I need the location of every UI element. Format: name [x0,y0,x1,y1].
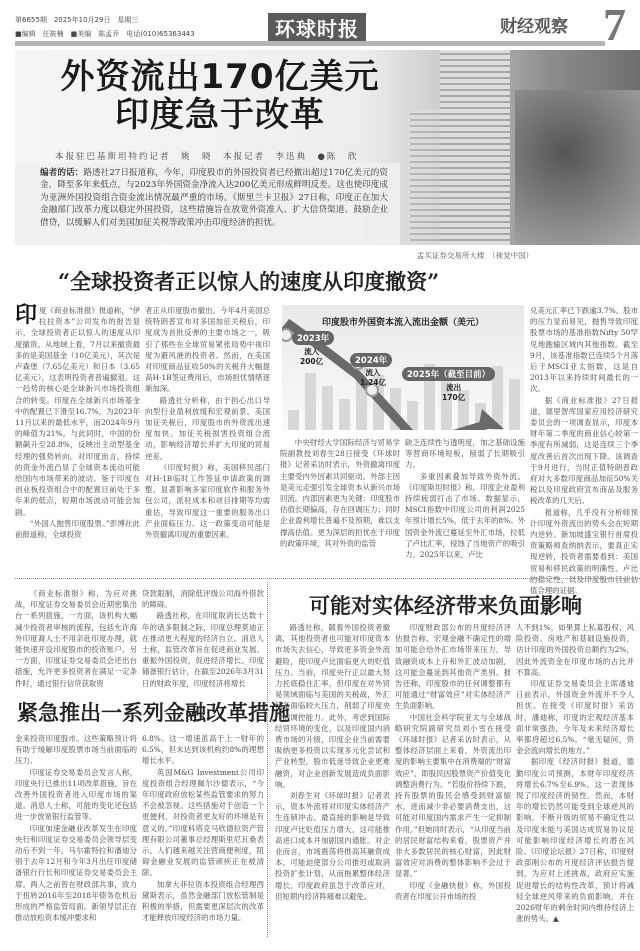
direction: 流出 [446,383,462,392]
paragraph: 路透社称，随着外国投资者撤离，其他投资者也可能对印度资本市场失去信心，导致更多资金外流避险，使印度卢比面临更大的贬值压力。当前，印度央行正以最大努力托底稳住汇率，但印度在对外贸易领域面临与美国的关税战，外汇储备面临较大压力，削弱了印度央行的调控能力。此外，考虑到国际经贸环境的变化，以及印度国内消费市场的升级，印度企业当前需要吸纳更多投资以实现多元化尝试和产业转型。股市低迷导致企业更难融资，对企业创新发展造成负面影响。 [275,623,390,789]
article3-col2 [395,622,511,902]
paragraph: 中央财经大学国际经济与贸易学院副教授刘春生28日接受《环球时报》记者采访时表示，外资撤离印度主要受内外因素共同驱动。外部主因是美元走强引发全球资本从新兴市场回流。内部因素更为关键：印度股市估值长期偏高，存在回调压力；同时企业盈利增长普遍不及预期，难以支撑高估值。更为深层的担忧在于印度的政策环境，其对外资的监管 [280,438,400,548]
header-rule [15,41,605,46]
paragraph: 金来投资印度股市。这些策略预计将有助于缓解印度股票市场当前面临的压力。 [15,734,137,766]
article1-col5 [530,305,638,596]
headline-line-1: 外资流出170亿美元 [60,57,380,97]
article1-col2 [145,305,270,540]
chart-annotation-2024 [360,368,386,388]
background-bar [509,379,520,430]
background-bar [339,399,350,430]
chart-tag-2024: 2024年 [350,353,392,367]
paragraph: 中国社会科学院亚太与全球战略研究院副研究员刘小雪在接受《环球时报》记者采访时表示，从整体经济层面上来看，外资流出印度的影响主要集中在消费端的“财富效应”，即股民因股票资产价值变化调整消费行为。“若股价持续下跌，持有股票的股民会感受到财富缩水，进而减少非必要消费支出，这可能对印度国内需求产生一定抑制作用。”但她同时表示，“从印度当前的居民财富结构来看，股票资产并非大多数居民的核心财富，因此财富效应对消费的整体影响不会过于显著。” [395,712,511,879]
chart-title: 印度股市外国资本流入流出金额（美元） [322,318,485,328]
article3-heading: 可能对实体经济带来负面影响 [309,593,582,618]
background-bar [305,373,316,430]
data-point-2023年 [282,329,292,341]
page-number: 7 [603,0,626,50]
article2-colB [142,733,264,923]
byline: 本报驻巴基斯坦特约记者 姚 晓 本报记者 李迅典 ●陈 欣 [55,152,359,162]
dropcap: 印 [15,303,38,328]
article1-col4 [405,437,525,560]
paragraph: 刘春生对《环球时报》记者表示，资本外流将对印度实体经济产生连锁冲击。最直接的影响是导致印度卢比贬值压力增大，这可能推高进口成本并加剧国内通胀。对企业而言，市场震荡将推高其融资成本，可能迫使部分公司推迟或取消投资扩张计划，从而拖累整体经济增长。印度政府虽急于改革应对，但短期内经济阵痛难以避免。 [275,791,390,901]
palm-trees-image [515,90,640,245]
editor-note [15,163,400,245]
newspaper-logo: 环球时报 [268,13,366,45]
paragraph: 兑美元汇率已下跌逾3.7%。股市的压力显而易见，抛售导致印度股票市场的基准指数Nifty 50罕见地跑输区域内其他指数。截至9月，该基准指数已连续5个月落后于MSCI亚太指数，这是自2013年以来持续时间最长的一次。 [530,306,638,394]
section-title: 财经观察 [500,17,568,37]
paragraph: 人不到1%，如果算上私募股权、风险投资、房地产和基础设施投资，估计印度的外国投资总额约为2%，因此外流资金在印度市场的占比并不算高。 [516,623,634,677]
chart-annotation-2025 [442,383,465,403]
article2-heading: 紧急推出一系列金融改革措施 [17,700,290,725]
chart-tag-2023: 2023年 [292,331,334,345]
building-image [410,110,450,245]
main-headline [30,58,410,134]
article2-colA-top [15,588,137,689]
paragraph: 缺乏连续性与透明度，加之基础设施等营商环境短板，削弱了长期吸引力。 [405,438,525,470]
paragraph: 印度证券交易委员会发言人称，印度央行已推出11项改革措施，旨在改善外国投资者进入印度市场的渠道。消息人士称，可能的变化还包括进一步放宽银行监管等。 [15,767,137,822]
paragraph: 报道称，几乎没有分析师预计印度外资流出的势头会在短期内逆转。新加坡盛宝银行首席投资策略师查纳纳表示，要真正实现逆转，投资者需要看到：美国贸易和移民政策的明确性、卢比的稳定性，以及印度股市目前估值合理的证据。 [530,507,638,596]
article3-col1 [275,622,390,902]
article1-heading: “全球投资者正以惊人的速度从印度撤资” [58,269,440,294]
paragraph: 多重因素叠加导致外资外流。《印度斯坦时报》称，印度企业盈利持续疲弱打击了市场。数据显示，MSCI指数中印度公司的利润2025年预计增长5%，低于去年的8%。外国资金外流已蔓延至外汇市场，拉低了卢比汇率，侵蚀了当地资产的吸引力。2025年以来，卢比 [405,471,525,560]
paragraph: 印度《金融快报》称，外国投资者在印度公开市场的投 [395,880,511,901]
staff-info: ■编辑 任筱楠 ■美编 陈孟乔 电话(010)65363443 [15,30,195,38]
amount: 170亿 [442,393,466,402]
editor-note-text: 路透社27日报道称，今年，印度股市的外国投资者已经撤出超过170亿美元的资金，降至多年来低点，与2023年外国资金净流入达200亿美元形成鲜明反差。这也使印度成为亚洲外国投资组合资金流出情况最严重的市场。《斯里兰卡卫报》27日称，印度正在加大金融部门改革力度以稳定外国投资，这些措施旨在放宽外资准入、扩大信贷渠道、鼓励企业借贷，以缓解人们对美国加征关税等政策冲击印度经济的担忧。 [40,168,388,228]
editor-note-label: 编者的话： [40,168,84,178]
background-bar [322,386,333,430]
paragraph: 《商业标准报》称，为应对挑战，印度证券交易委员会近期密集出台一系列措施。一方面，该机构大幅减少投资者审核的流程，包括允许海外印度裔人士不用亲赴印度办理，就能快速开设印度股市的投资账户。另一方面，印度证券交易委员会还出台措施，允许更多投资者在满足一定条件时，通过银行信贷获取资 [15,589,137,688]
paragraph: 贷款限制，消除低评级公司海外借款的障碍。 [142,589,264,610]
exchange-tower-image [440,50,510,245]
article2-colA [15,733,137,923]
paragraph: 英国M&G Investment公司印度投资组合经理佩尔沙德表示，“今年印度政府放松某些监管要求的努力不会被忽视。这些措施对于创造一个更便利、对投资者更友好的环境是有意义的。”印度科塔克马欣德拉资产管理有限公司董事总经理斯里尼瓦桑表示，人们越来越关注营商便利度，阻碍金融业发展的监管顽疾正在被清除。 [142,767,264,878]
paragraph: 度《商业标准报》报道称，“伊拉拉资本”公司发布的报告显示，全球投资者正以惊人的速度从印度撤资。从地域上看，7月以来撤资最多的是美国基金（10亿美元），其次是卢森堡（7.65亿美元）和日本（3.65亿美元），这表明投资者普遍撤退。这一趋势的核心是全球新兴市场投资组合的转变。印度在全球新兴市场基金中的配置已下滑至16.7%，为2023年11月以来的最低水平，而2024年9月的峰值为21%。与此同时，中国的份额飙升至28.8%，反映出主动型基金经理的强势转向。对印度而言，持续的资金外流凸显了全球资本流动可能给国内市场带来的波动。鉴于印度在创业板投资组合中的配置目前处于多年来的低点，短期市场波动可能会加剧。 [15,306,140,517]
paragraph: 印度证券交易委员会主席潘迪日前表示，外国资金外流并不令人担忧。在接受《印度时报》采访时，潘迪称，印度的宏观经济基本面非常强劲，今年及未来经济增长率都将超过6.5%。“毫无疑问，资金会流向增长的地方。” [516,679,634,756]
paragraph: 据《商业标准报》27日报道，德里智库国家应用经济研究委员会的一项调查显示，印度本财年第二季度的商业信心较第一季度有所减弱，这是连续三个季度改善后首次出现下降。该调查于9月进行，当时正值特朗普政府对大多数印度商品加征50%关税以及印度政府宣布商品及服务税改革的几天后。 [530,395,638,506]
article3-col3 [516,622,634,924]
background-bar [288,410,299,430]
issue-info: 第6655期 2025年10月29日 星期三 [15,16,139,24]
paragraph: 加拿大菲拉资本投资组合经理西黛斯表示，虽然金融部门放松管制是积极的举措，但需要更深层次的改革才能释放印度经济的市场力量。 [142,879,264,923]
chart-annotation-2023 [300,347,323,367]
paragraph: 印度财政部公布的月度经济评估报告称，宏观金融不确定性的增加可能会给外汇市场带来压力，导致融资成本上升和外汇波动加剧，这可能会蔓延到其他资产类别。报告还称，印度股市的任何调整都有可能通过“财富效应”对实体经济产生负面影响。 [395,623,511,711]
direction: 流入 [365,368,381,377]
paragraph: “外国人抛售印度股票。”彭博社此前报道称，全球投资 [15,518,140,540]
paragraph: 据印度《经济时报》报道，德勤印度公司预测，本财年印度经济将增长6.7%至6.9%。这一表现体现了印度经济的韧性。然而，本财年的增长仍然可能受到全球逆风的影响。不断升级的贸易不确定性以及印度未能与美国达成贸易协议是可能影响印度经济增长的潜在风险。《印度论坛报》27日称，印度财政部刚公布的月度经济评估报告提到，为应对上述挑战，政府应实施促进增长的结构性改革，预计将减轻全球逆风带来的负面影响，并在2026财年的剩余时间内维持经济上涨的势头。▲ [516,757,634,924]
paragraph: 者正从印度股市撤出。今年4月美国总统特朗普宣布对多国加征关税后，印度成为首批反弹的主要市场之一，吸引了那些在全球贸易紧张局势中视印度为避风港的投资者。然而，在美国对印度商品征收50%的关税并大幅提高H-1B签证费用后，市场担忧情绪逐渐加深。 [145,306,270,394]
capital-flow-chart [282,305,524,430]
chart-tag-2025: 2025年（截至目前） [402,367,495,381]
article2-colB-top [142,588,264,689]
column-divider [267,582,268,937]
paragraph: 路透社称，在印度取消长达数十年的诸多限制之际，印度总理莫迪正在推动更大程度的经济自立。消息人士称，监管改革旨在促进商业发展、重振外国投资，促进经济增长。印度储备银行估计，在截至2026年3月31日的财政年度，印度经济将增长 [142,611,264,688]
article1-col3 [280,437,400,549]
amount: 200亿 [300,357,324,366]
paragraph: 6.8%。这一增速虽高于上一财年的6.5%，但未达到该机构约8%的理想增长水平。 [142,734,264,766]
section-divider [15,578,640,579]
amount: 1.24亿 [360,378,387,387]
article1-col1 [15,305,140,540]
paragraph: 《印度时报》称，美国移民部门对H-1B临时工作签证申请政策的调整，显著影响多家印度软件和服务外包公司，派驻成本和项目排期等均需重估，导致印度这一重要的服务出口产业面临压力。这一政策变动可能是外资撤离印度的重要因素。 [145,462,270,540]
paragraph: 印度加速金融业改革发生在印度央行和印度证券交易委员会领导层变动后不到一年。马尔霍特拉和潘迪分别于去年12月和今年3月出任印度储备银行行长和印度证券交易委员会主席。两人之前曾在财政部共事，致力于扭转2016年至2018年债务危机后形成的严格监管局面。新领导层正在推动放松资本缓冲要求和 [15,823,137,923]
headline-line-2: 印度急于改革 [115,95,325,135]
direction: 流入 [304,347,320,356]
photo-caption: 孟买证券交易所大楼 （视觉中国） [416,251,534,260]
paragraph: 路透社分析称，由于担心出口导向型行业盈利放缓和宏观前景，美国加征关税后，印度股市的外资流出速度加快。加征关税损害投资组合流动，影响经济增长并扩大印度的贸易逆差。 [145,395,270,461]
